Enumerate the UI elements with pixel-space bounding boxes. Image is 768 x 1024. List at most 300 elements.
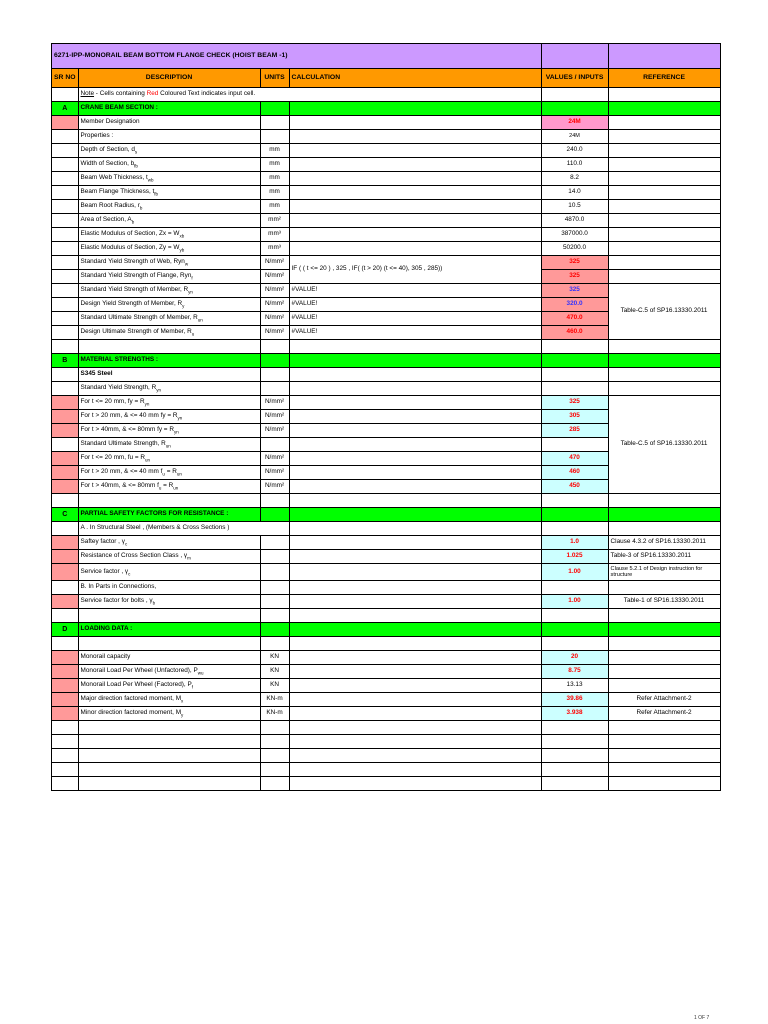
row-marker[interactable] bbox=[52, 550, 79, 564]
cell[interactable] bbox=[541, 763, 608, 777]
row-marker[interactable] bbox=[52, 651, 79, 665]
row-description[interactable] bbox=[78, 665, 260, 679]
cell[interactable] bbox=[78, 777, 260, 791]
cell[interactable] bbox=[289, 735, 541, 749]
cell[interactable] bbox=[289, 536, 541, 550]
cell[interactable] bbox=[260, 508, 289, 522]
row-value[interactable]: 50200.0 bbox=[541, 242, 608, 256]
header-units[interactable]: UNITS bbox=[260, 69, 289, 88]
cell[interactable] bbox=[289, 480, 541, 494]
cell[interactable] bbox=[260, 564, 289, 581]
section-title[interactable]: MATERIAL STRENGTHS : bbox=[78, 354, 260, 368]
cell[interactable] bbox=[260, 637, 289, 651]
row-unit[interactable]: KN bbox=[260, 651, 289, 665]
cell[interactable] bbox=[541, 494, 608, 508]
row-description[interactable] bbox=[78, 312, 260, 326]
section-title[interactable]: CRANE BEAM SECTION : bbox=[78, 102, 260, 116]
row-marker[interactable] bbox=[52, 665, 79, 679]
row-description[interactable] bbox=[78, 256, 260, 270]
cell[interactable] bbox=[541, 637, 608, 651]
row-reference[interactable]: Clause 4.3.2 of SP16.13330.2011 bbox=[608, 536, 720, 550]
cell[interactable] bbox=[260, 130, 289, 144]
row-description[interactable] bbox=[78, 200, 260, 214]
row-unit[interactable]: N/mm² bbox=[260, 270, 289, 284]
row-unit[interactable]: N/mm² bbox=[260, 326, 289, 340]
cell[interactable] bbox=[260, 494, 289, 508]
cell[interactable] bbox=[289, 693, 541, 707]
row-value[interactable]: 1.025 bbox=[541, 550, 608, 564]
row-description[interactable] bbox=[78, 284, 260, 298]
header-values[interactable]: VALUES / INPUTS bbox=[541, 69, 608, 88]
cell[interactable] bbox=[52, 130, 79, 144]
row-value[interactable]: 285 bbox=[541, 424, 608, 438]
row-description[interactable] bbox=[78, 536, 260, 550]
row-calculation[interactable] bbox=[289, 116, 541, 130]
cell[interactable] bbox=[608, 256, 720, 270]
row-unit[interactable]: N/mm² bbox=[260, 396, 289, 410]
row-value[interactable]: 460.0 bbox=[541, 326, 608, 340]
cell[interactable] bbox=[289, 665, 541, 679]
row-unit[interactable]: KN-m bbox=[260, 693, 289, 707]
cell[interactable] bbox=[541, 609, 608, 623]
cell[interactable] bbox=[52, 763, 79, 777]
row-description[interactable] bbox=[78, 452, 260, 466]
cell[interactable] bbox=[52, 522, 79, 536]
row-description[interactable] bbox=[78, 382, 260, 396]
cell[interactable] bbox=[608, 172, 720, 186]
sheet-title[interactable]: 6271-IPP-MONORAIL BEAM BOTTOM FLANGE CHECK (HOIST BEAM -1) bbox=[52, 44, 542, 69]
cell[interactable] bbox=[52, 609, 79, 623]
section-letter[interactable]: A bbox=[52, 102, 79, 116]
cell[interactable] bbox=[52, 368, 79, 382]
cell[interactable] bbox=[52, 256, 79, 270]
row-description[interactable] bbox=[78, 480, 260, 494]
section-title[interactable]: LOADING DATA : bbox=[78, 623, 260, 637]
row-description[interactable] bbox=[78, 693, 260, 707]
cell[interactable] bbox=[289, 609, 541, 623]
row-unit[interactable]: mm³ bbox=[260, 242, 289, 256]
cell[interactable] bbox=[52, 382, 79, 396]
cell[interactable] bbox=[541, 88, 608, 102]
cell[interactable] bbox=[608, 494, 720, 508]
cell[interactable] bbox=[52, 88, 79, 102]
section-letter[interactable]: C bbox=[52, 508, 79, 522]
cell[interactable] bbox=[78, 763, 260, 777]
row-marker[interactable] bbox=[52, 466, 79, 480]
cell[interactable] bbox=[52, 438, 79, 452]
cell[interactable] bbox=[541, 581, 608, 595]
cell[interactable] bbox=[289, 637, 541, 651]
cell[interactable] bbox=[260, 354, 289, 368]
cell[interactable] bbox=[289, 382, 541, 396]
cell[interactable] bbox=[78, 749, 260, 763]
row-description[interactable] bbox=[78, 550, 260, 564]
cell[interactable] bbox=[608, 623, 720, 637]
row-value[interactable]: 320.0 bbox=[541, 298, 608, 312]
row-description[interactable] bbox=[78, 438, 260, 452]
row-marker[interactable] bbox=[52, 679, 79, 693]
row-value[interactable]: 240.0 bbox=[541, 144, 608, 158]
cell[interactable] bbox=[289, 368, 541, 382]
row-value[interactable]: 39.86 bbox=[541, 693, 608, 707]
row-marker[interactable] bbox=[52, 116, 79, 130]
row-unit[interactable]: mm³ bbox=[260, 228, 289, 242]
cell[interactable] bbox=[52, 186, 79, 200]
row-unit[interactable]: mm bbox=[260, 158, 289, 172]
cell[interactable] bbox=[289, 186, 541, 200]
cell[interactable] bbox=[78, 735, 260, 749]
row-value[interactable]: 4870.0 bbox=[541, 214, 608, 228]
cell[interactable] bbox=[608, 749, 720, 763]
header-reference[interactable]: REFERENCE bbox=[608, 69, 720, 88]
cell[interactable] bbox=[289, 200, 541, 214]
row-calculation[interactable]: #VALUE! bbox=[289, 284, 541, 298]
cell[interactable] bbox=[541, 721, 608, 735]
cell[interactable] bbox=[608, 609, 720, 623]
cell[interactable] bbox=[78, 637, 260, 651]
row-unit[interactable]: mm bbox=[260, 144, 289, 158]
row-description[interactable] bbox=[78, 144, 260, 158]
row-description[interactable] bbox=[78, 228, 260, 242]
cell[interactable] bbox=[608, 735, 720, 749]
row-unit[interactable]: N/mm² bbox=[260, 284, 289, 298]
cell[interactable] bbox=[289, 564, 541, 581]
row-description[interactable] bbox=[78, 707, 260, 721]
row-value[interactable]: 110.0 bbox=[541, 158, 608, 172]
cell[interactable] bbox=[289, 340, 541, 354]
cell[interactable] bbox=[78, 494, 260, 508]
row-value[interactable]: 460 bbox=[541, 466, 608, 480]
cell[interactable] bbox=[289, 623, 541, 637]
cell[interactable] bbox=[52, 298, 79, 312]
cell[interactable] bbox=[260, 735, 289, 749]
row-description[interactable] bbox=[78, 298, 260, 312]
row-value[interactable]: 325 bbox=[541, 396, 608, 410]
cell[interactable] bbox=[289, 144, 541, 158]
cell[interactable] bbox=[52, 777, 79, 791]
cell[interactable] bbox=[260, 438, 289, 452]
row-description[interactable] bbox=[78, 424, 260, 438]
row-reference[interactable]: Table-3 of SP16.13330.2011 bbox=[608, 550, 720, 564]
cell[interactable] bbox=[289, 438, 541, 452]
row-value[interactable]: 450 bbox=[541, 480, 608, 494]
cell[interactable] bbox=[608, 214, 720, 228]
cell[interactable] bbox=[608, 522, 720, 536]
row-marker[interactable] bbox=[52, 396, 79, 410]
row-marker[interactable] bbox=[52, 536, 79, 550]
row-value[interactable]: 1.00 bbox=[541, 595, 608, 609]
cell[interactable] bbox=[52, 637, 79, 651]
cell[interactable] bbox=[541, 382, 608, 396]
cell[interactable] bbox=[608, 777, 720, 791]
cell[interactable] bbox=[78, 609, 260, 623]
cell[interactable] bbox=[608, 270, 720, 284]
cell[interactable] bbox=[52, 581, 79, 595]
cell[interactable] bbox=[289, 651, 541, 665]
cell[interactable] bbox=[541, 102, 608, 116]
row-value[interactable]: 1.0 bbox=[541, 536, 608, 550]
desc-text: Area of Section, A bbox=[80, 216, 132, 224]
cell[interactable] bbox=[289, 424, 541, 438]
cell[interactable] bbox=[608, 130, 720, 144]
cell[interactable] bbox=[52, 494, 79, 508]
row-value[interactable]: 8.2 bbox=[541, 172, 608, 186]
section-letter[interactable]: B bbox=[52, 354, 79, 368]
cell[interactable] bbox=[289, 707, 541, 721]
cell[interactable] bbox=[289, 354, 541, 368]
row-value[interactable]: 1.00 bbox=[541, 564, 608, 581]
cell[interactable] bbox=[608, 763, 720, 777]
row-value[interactable]: 305 bbox=[541, 410, 608, 424]
section-letter[interactable]: D bbox=[52, 623, 79, 637]
row-unit[interactable]: N/mm² bbox=[260, 424, 289, 438]
section-title[interactable]: PARTIAL SAFETY FACTORS FOR RESISTANCE : bbox=[78, 508, 260, 522]
row-description[interactable] bbox=[78, 242, 260, 256]
row-unit[interactable]: KN-m bbox=[260, 707, 289, 721]
row-value[interactable]: 325 bbox=[541, 256, 608, 270]
steel-grade[interactable]: S345 Steel bbox=[78, 368, 260, 382]
cell[interactable] bbox=[52, 735, 79, 749]
row-unit[interactable]: mm bbox=[260, 172, 289, 186]
row-calculation[interactable]: #VALUE! bbox=[289, 326, 541, 340]
row-description[interactable]: Monorail capacity bbox=[78, 651, 260, 665]
cell[interactable] bbox=[608, 721, 720, 735]
cell[interactable] bbox=[52, 270, 79, 284]
if-formula-cell[interactable]: IF ( ( t <= 20 ) , 325 , IF( (t > 20) (t <= 40), 305 , 285)) bbox=[289, 256, 541, 284]
cell[interactable] bbox=[52, 200, 79, 214]
cell[interactable] bbox=[608, 228, 720, 242]
cell[interactable] bbox=[52, 158, 79, 172]
cell[interactable] bbox=[608, 651, 720, 665]
row-reference[interactable]: Table-1 of SP16.13330.2011 bbox=[608, 595, 720, 609]
note-cell[interactable] bbox=[78, 88, 541, 102]
cell[interactable] bbox=[260, 550, 289, 564]
cell[interactable] bbox=[289, 242, 541, 256]
cell[interactable] bbox=[52, 312, 79, 326]
cell[interactable] bbox=[260, 581, 289, 595]
cell[interactable] bbox=[289, 494, 541, 508]
cell[interactable] bbox=[260, 721, 289, 735]
cell[interactable] bbox=[289, 410, 541, 424]
cell[interactable] bbox=[541, 735, 608, 749]
row-description[interactable]: Member Designation bbox=[78, 116, 260, 130]
row-reference[interactable]: Table-C.5 of SP16.13330.2011 bbox=[608, 284, 720, 340]
header-sr-no[interactable]: SR NO bbox=[52, 69, 79, 88]
cell[interactable] bbox=[78, 721, 260, 735]
cell[interactable] bbox=[608, 368, 720, 382]
row-reference[interactable]: Refer Attachment-2 bbox=[608, 707, 720, 721]
cell[interactable] bbox=[608, 354, 720, 368]
cell[interactable] bbox=[289, 721, 541, 735]
cell[interactable] bbox=[541, 777, 608, 791]
cell[interactable] bbox=[608, 340, 720, 354]
cell[interactable] bbox=[541, 340, 608, 354]
cell[interactable] bbox=[289, 214, 541, 228]
cell[interactable] bbox=[541, 438, 608, 452]
cell[interactable] bbox=[260, 763, 289, 777]
cell[interactable] bbox=[608, 102, 720, 116]
cell[interactable] bbox=[289, 452, 541, 466]
cell[interactable] bbox=[608, 581, 720, 595]
row-description[interactable]: Properties : bbox=[78, 130, 260, 144]
cell[interactable] bbox=[608, 242, 720, 256]
cell[interactable] bbox=[260, 368, 289, 382]
cell[interactable] bbox=[289, 172, 541, 186]
cell[interactable] bbox=[289, 228, 541, 242]
cell[interactable] bbox=[608, 665, 720, 679]
row-value[interactable]: 325 bbox=[541, 270, 608, 284]
row-marker[interactable] bbox=[52, 693, 79, 707]
cell[interactable] bbox=[289, 581, 541, 595]
cell[interactable] bbox=[78, 340, 260, 354]
row-unit[interactable]: N/mm² bbox=[260, 312, 289, 326]
row-unit[interactable]: N/mm² bbox=[260, 480, 289, 494]
cell[interactable] bbox=[289, 522, 541, 536]
row-description[interactable] bbox=[78, 466, 260, 480]
row-unit[interactable]: mm² bbox=[260, 214, 289, 228]
title-blank-cell[interactable] bbox=[541, 44, 608, 69]
cell[interactable] bbox=[289, 158, 541, 172]
cell[interactable] bbox=[541, 368, 608, 382]
cell[interactable] bbox=[541, 522, 608, 536]
cell[interactable] bbox=[608, 200, 720, 214]
row-description[interactable] bbox=[78, 595, 260, 609]
cell[interactable] bbox=[289, 777, 541, 791]
cell[interactable] bbox=[289, 130, 541, 144]
row-value[interactable]: 8.75 bbox=[541, 665, 608, 679]
row-marker[interactable] bbox=[52, 424, 79, 438]
row-marker[interactable] bbox=[52, 595, 79, 609]
cell[interactable] bbox=[289, 679, 541, 693]
cell[interactable] bbox=[52, 214, 79, 228]
cell[interactable] bbox=[608, 679, 720, 693]
cell[interactable] bbox=[260, 382, 289, 396]
row-unit[interactable]: mm bbox=[260, 200, 289, 214]
header-description[interactable]: DESCRIPTION bbox=[78, 69, 260, 88]
cell[interactable] bbox=[541, 623, 608, 637]
table-row bbox=[52, 228, 721, 242]
cell[interactable] bbox=[541, 354, 608, 368]
cell[interactable] bbox=[260, 749, 289, 763]
row-value[interactable]: 470.0 bbox=[541, 312, 608, 326]
row-calculation[interactable]: #VALUE! bbox=[289, 312, 541, 326]
cell[interactable] bbox=[260, 609, 289, 623]
cell[interactable] bbox=[260, 595, 289, 609]
cell[interactable] bbox=[289, 595, 541, 609]
row-value[interactable]: 24M bbox=[541, 130, 608, 144]
row-description[interactable] bbox=[78, 679, 260, 693]
cell[interactable] bbox=[260, 623, 289, 637]
cell[interactable] bbox=[260, 536, 289, 550]
row-marker[interactable] bbox=[52, 410, 79, 424]
row-value[interactable]: 470 bbox=[541, 452, 608, 466]
row-value[interactable]: 387000.0 bbox=[541, 228, 608, 242]
cell[interactable] bbox=[608, 144, 720, 158]
header-calculation[interactable]: CALCULATION bbox=[289, 69, 541, 88]
row-description[interactable] bbox=[78, 186, 260, 200]
row-unit[interactable]: KN bbox=[260, 679, 289, 693]
row-description[interactable] bbox=[78, 326, 260, 340]
cell[interactable] bbox=[289, 102, 541, 116]
member-designation-value[interactable]: 24M bbox=[541, 116, 608, 130]
cell[interactable] bbox=[52, 242, 79, 256]
row-marker[interactable] bbox=[52, 707, 79, 721]
row-unit[interactable]: N/mm² bbox=[260, 256, 289, 270]
row-description[interactable] bbox=[78, 158, 260, 172]
cell[interactable] bbox=[608, 158, 720, 172]
cell[interactable] bbox=[608, 186, 720, 200]
section-b-header bbox=[52, 354, 721, 368]
row-description[interactable] bbox=[78, 396, 260, 410]
cell[interactable] bbox=[289, 508, 541, 522]
cell[interactable] bbox=[52, 340, 79, 354]
cell[interactable] bbox=[289, 763, 541, 777]
row-unit[interactable]: N/mm² bbox=[260, 466, 289, 480]
cell[interactable] bbox=[289, 749, 541, 763]
row-value[interactable]: 14.0 bbox=[541, 186, 608, 200]
cell[interactable] bbox=[52, 284, 79, 298]
row-value[interactable]: 3.938 bbox=[541, 707, 608, 721]
row-marker[interactable] bbox=[52, 564, 79, 581]
row-description[interactable] bbox=[78, 214, 260, 228]
row-unit[interactable] bbox=[260, 116, 289, 130]
row-calculation[interactable]: #VALUE! bbox=[289, 298, 541, 312]
row-marker[interactable] bbox=[52, 452, 79, 466]
cell[interactable] bbox=[52, 144, 79, 158]
cell[interactable] bbox=[289, 396, 541, 410]
row-unit[interactable]: N/mm² bbox=[260, 452, 289, 466]
cell[interactable] bbox=[52, 749, 79, 763]
row-unit[interactable]: KN bbox=[260, 665, 289, 679]
cell[interactable] bbox=[52, 721, 79, 735]
row-description[interactable] bbox=[78, 270, 260, 284]
cell[interactable] bbox=[608, 508, 720, 522]
cell[interactable] bbox=[260, 102, 289, 116]
row-reference[interactable]: Clause 5.2.1 of Design instruction for structure bbox=[608, 564, 720, 581]
cell[interactable] bbox=[608, 382, 720, 396]
title-blank-cell[interactable] bbox=[608, 44, 720, 69]
row-unit[interactable]: N/mm² bbox=[260, 298, 289, 312]
row-description[interactable] bbox=[78, 172, 260, 186]
row-value[interactable]: 325 bbox=[541, 284, 608, 298]
row-reference[interactable]: Table-C.5 of SP16.13330.2011 bbox=[608, 396, 720, 494]
sub-heading[interactable]: A . In Structural Steel , (Members & Cross Sections ) bbox=[78, 522, 289, 536]
cell[interactable] bbox=[52, 228, 79, 242]
row-unit[interactable]: mm bbox=[260, 186, 289, 200]
cell[interactable] bbox=[52, 172, 79, 186]
row-value[interactable]: 20 bbox=[541, 651, 608, 665]
cell[interactable] bbox=[541, 749, 608, 763]
cell[interactable] bbox=[260, 340, 289, 354]
row-value[interactable]: 13.13 bbox=[541, 679, 608, 693]
cell[interactable] bbox=[289, 466, 541, 480]
cell[interactable] bbox=[608, 637, 720, 651]
row-description[interactable] bbox=[78, 564, 260, 581]
cell[interactable] bbox=[260, 777, 289, 791]
cell[interactable] bbox=[608, 88, 720, 102]
cell[interactable] bbox=[541, 508, 608, 522]
row-value[interactable]: 10.5 bbox=[541, 200, 608, 214]
cell[interactable] bbox=[608, 116, 720, 130]
row-description[interactable] bbox=[78, 410, 260, 424]
cell[interactable] bbox=[52, 326, 79, 340]
row-reference[interactable]: Refer Attachment-2 bbox=[608, 693, 720, 707]
cell[interactable] bbox=[289, 550, 541, 564]
row-marker[interactable] bbox=[52, 480, 79, 494]
sub-heading[interactable]: B. In Parts in Connections, bbox=[78, 581, 260, 595]
desc-subscript: un bbox=[173, 485, 179, 491]
row-unit[interactable]: N/mm² bbox=[260, 410, 289, 424]
